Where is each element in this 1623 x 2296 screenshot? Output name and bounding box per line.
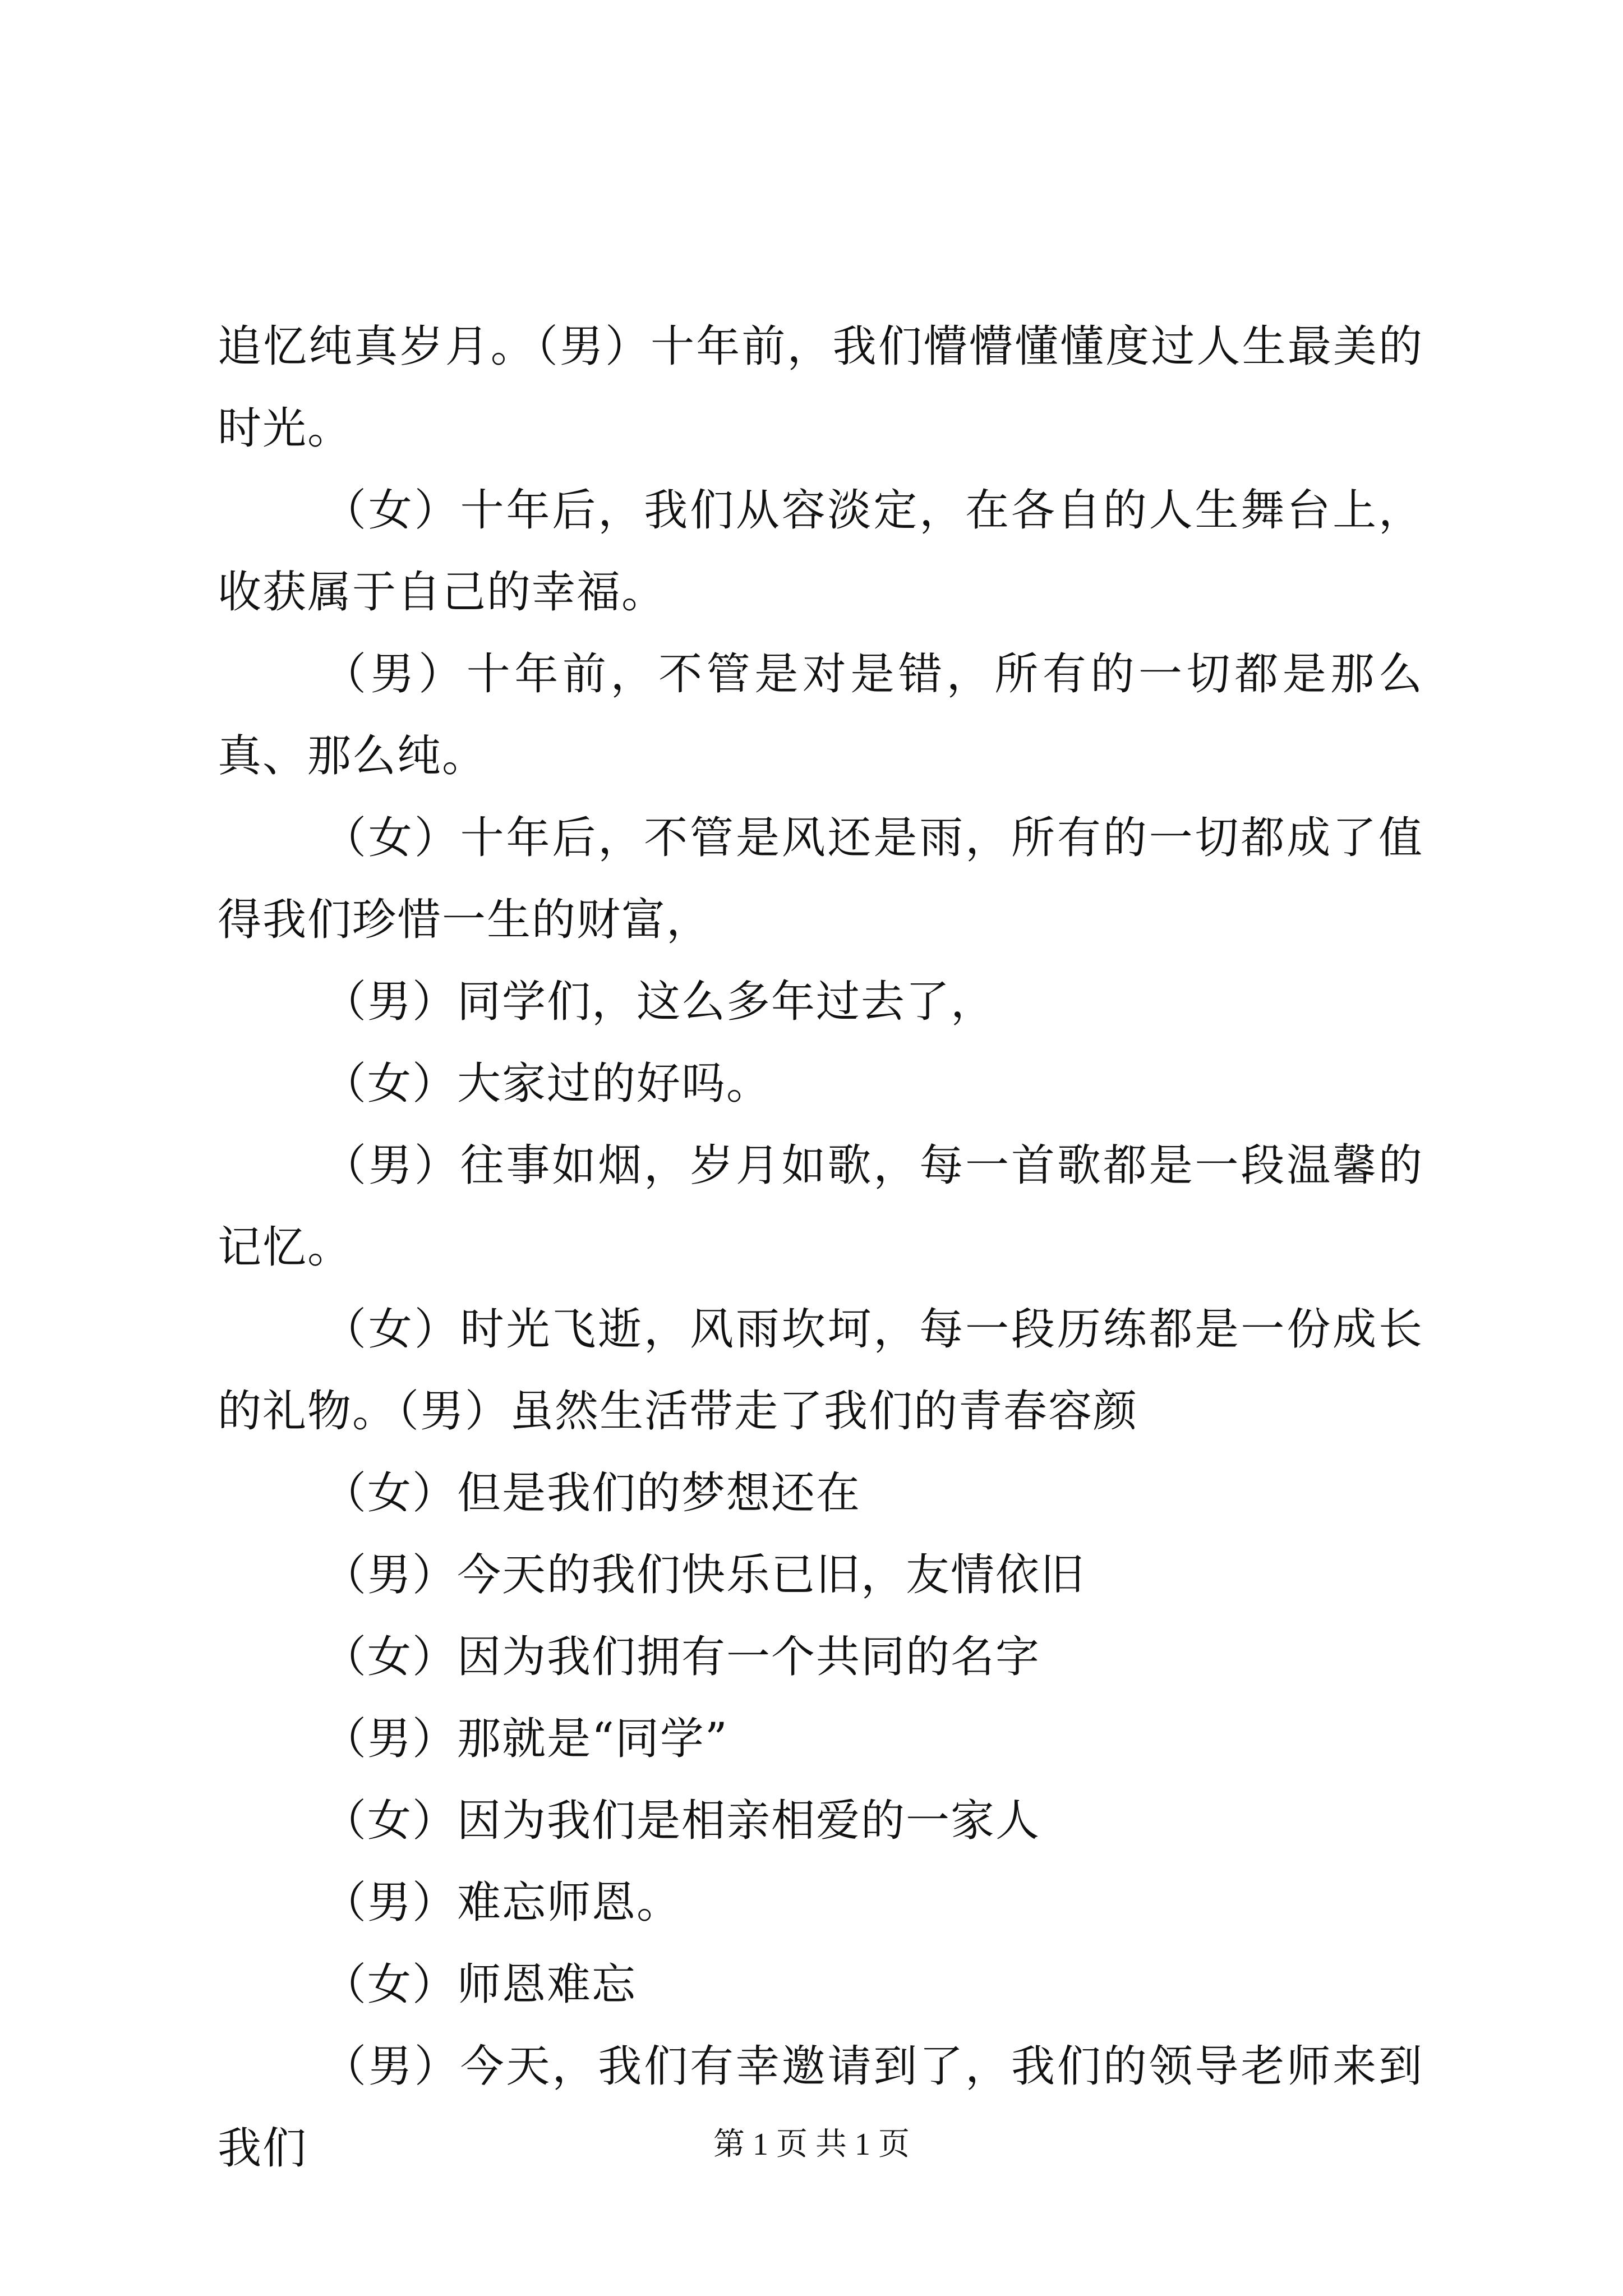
paragraph-13: （女）因为我们是相亲相爱的一家人 [322,1796,1041,1846]
paragraph-3: （男）十年前，不管是对是错，所有的一切都是那么真、那么纯。 [218,649,1423,781]
paragraph-10: （男）今天的我们快乐已旧，友情依旧 [322,1550,1086,1600]
paragraph-12: （男）那就是“同学” [322,1714,728,1764]
paragraph-6: （女）大家过的好吗。 [322,1059,772,1109]
paragraph-2: （女）十年后，我们从容淡定，在各自的人生舞台上，收获属于自己的幸福。 [218,485,1423,618]
paragraph-15: （女）师恩难忘 [322,1959,637,2010]
paragraph-16: （男）今天，我们有幸邀请到了，我们的领导老师来到我们 [218,2041,1423,2174]
page-number-label: 第 1 页 共 1 页 [713,2127,910,2162]
paragraph-5: （男）同学们，这么多年过去了， [322,977,996,1027]
paragraph-14: （男）难忘师恩。 [322,1878,682,1928]
paragraph-8: （女）时光飞逝，风雨坎坷，每一段历练都是一份成长的礼物。（男）虽然生活带走了我们的青春容颜 [218,1304,1423,1437]
paragraph-9: （女）但是我们的梦想还在 [322,1468,861,1519]
paragraph-4: （女）十年后，不管是风还是雨，所有的一切都成了值得我们珍惜一生的财富， [218,813,1423,945]
paragraph-7: （男）往事如烟，岁月如歌，每一首歌都是一段温馨的记忆。 [218,1140,1423,1273]
document-body [218,306,1423,2189]
page-footer [0,2125,1623,2164]
paragraph-1: 追忆纯真岁月。（男）十年前，我们懵懵懂懂度过人生最美的时光。 [218,321,1423,454]
paragraph-11: （女）因为我们拥有一个共同的名字 [322,1632,1041,1682]
